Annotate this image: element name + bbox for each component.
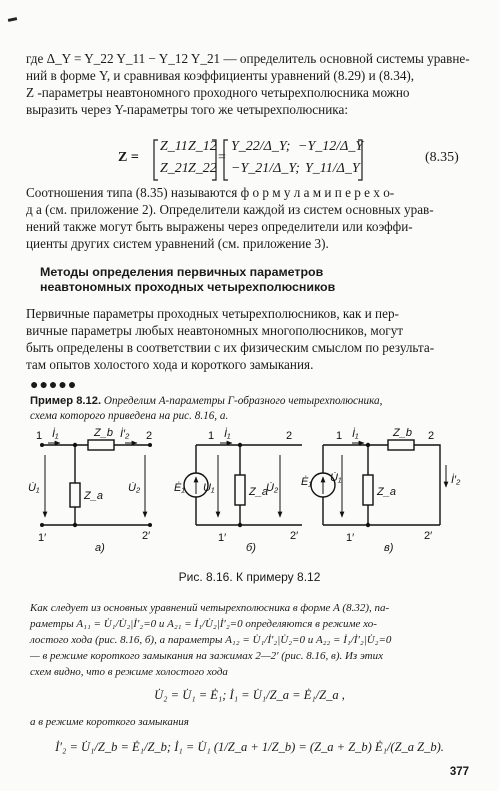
- example-header: [30, 394, 480, 424]
- page-number: 377: [449, 766, 469, 778]
- paragraph-intro: [26, 50, 474, 118]
- text-line: вичные параметры любых неавтономных многополюсников, могут: [26, 323, 404, 338]
- matrix-r12: −Y_12/Δ_Y: [298, 139, 364, 154]
- matrix-r21: −Y_21/Δ_Y;: [231, 161, 300, 176]
- node-1-a: 1: [36, 430, 43, 442]
- node-2-b: 2: [286, 430, 293, 442]
- example-solution-text: [30, 600, 480, 680]
- text-line: быть определены в соответствии с их физическим смыслом по результа-: [26, 340, 435, 355]
- text-line: лостого хода (рис. 8.16, б), а параметры A₁₂ = U̇₁/İ′₂|U̇₂=0 и A₂₂ = İ₁/İ′₂|U̇₂=0: [30, 634, 392, 646]
- impedance-zb-c: Z_b: [393, 427, 412, 439]
- voltage-u1-a: U̇₁: [28, 482, 40, 494]
- text-line: циенты других систем уравнений (см. приложение 3).: [26, 236, 329, 251]
- node-2p-a: 2′: [142, 530, 151, 542]
- matrix-z21: Z_21: [160, 161, 189, 176]
- text-line: Как следует из основных уравнений четырехполюсника в форме A (8.32), па-: [30, 602, 390, 614]
- voltage-u1-c: U̇₁: [330, 472, 342, 484]
- emf-e1-c: Ė₁: [301, 476, 312, 488]
- matrix-z22: Z_22: [188, 161, 217, 176]
- text-line: схем видно, что в режиме холостого хода: [30, 666, 228, 678]
- text-short-circuit: а в режиме короткого замыкания: [30, 716, 189, 728]
- text-line: раметры A₁₁ = U̇₁/U̇₂|İ′₂=0 и A₂₁ = İ₁/U̇₂|İ′₂=0 определяются в режиме хо-: [30, 618, 377, 630]
- equals-sign: =: [218, 150, 226, 165]
- node-1p-c: 1′: [346, 532, 355, 544]
- example-label: Пример 8.12.: [30, 395, 102, 407]
- paragraph-methods: [26, 305, 474, 373]
- equation-short-circuit: İ′₂ = U̇₁/Z_b = Ė₁/Z_b; İ₁ = U̇₁ (1/Z_a + 1/Z_b) = (Z_a + Z_b) Ė₁/(Z_a Z_b).: [55, 740, 444, 754]
- impedance-za-c: Z_a: [377, 486, 396, 498]
- equation-open-circuit: U̇₂ = U̇₁ = Ė₁; İ₁ = U̇₁/Z_a = Ė₁/Z_a ,: [154, 688, 345, 702]
- impedance-za-a: Z_a: [84, 490, 103, 502]
- paragraph-transition-formulas: [26, 184, 474, 252]
- example-text: Определим A-параметры Г-образного четырехполюсника,: [101, 395, 383, 407]
- current-i1-c: İ₁: [352, 428, 359, 440]
- voltage-u1-b: U̇₁: [203, 482, 215, 494]
- current-i2-c: İ′₂: [451, 474, 461, 486]
- text-line: — в режиме короткого замыкания на зажимах 2—2′ (рис. 8.16, в). Из этих: [30, 650, 384, 662]
- matrix-z12: Z_12: [188, 139, 217, 154]
- text-line: там опытов холостого хода и короткого замыкания.: [26, 357, 314, 372]
- subfig-label-a: а): [95, 542, 105, 554]
- node-2p-b: 2′: [290, 530, 299, 542]
- subfig-label-c: в): [384, 542, 394, 554]
- heading-line: Методы определения первичных параметров: [40, 265, 324, 279]
- text-line: Первичные параметры проходных четырехполюсников, как и пер-: [26, 306, 399, 321]
- text-line: выразить через Y-параметры того же четырехполюсника:: [26, 102, 348, 117]
- emf-e1-b: Ė₁: [174, 482, 185, 494]
- section-dots: ●●●●●: [30, 378, 78, 393]
- node-1-c: 1: [336, 430, 343, 442]
- node-1p-b: 1′: [218, 532, 227, 544]
- page-corner-mark: [8, 17, 17, 22]
- impedance-za-b: Z_a: [249, 486, 268, 498]
- impedance-zb-a: Z_b: [94, 427, 113, 439]
- matrix-r22: Y_11/Δ_Y: [305, 161, 360, 176]
- matrix-z11: Z_11: [160, 139, 188, 154]
- text-line: Z -параметры неавтономного проходного четырехполюсника можно: [26, 85, 410, 100]
- section-heading: [40, 265, 335, 295]
- heading-line: неавтономных проходных четырехполюсников: [40, 280, 336, 294]
- voltage-u2-b: U̇₂: [266, 482, 279, 494]
- node-2-a: 2: [146, 430, 153, 442]
- text-line: нений также могут быть выражены через определители или коэффи-: [26, 219, 413, 234]
- circuit-b: [184, 443, 302, 525]
- node-1-b: 1: [208, 430, 215, 442]
- formula-8-35: [0, 136, 499, 184]
- figure-8-16: [0, 425, 499, 565]
- node-2-c: 2: [428, 430, 435, 442]
- figure-caption: Рис. 8.16. К примеру 8.12: [178, 570, 321, 584]
- text-line: д а (см. приложение 2). Определители каждой из систем основных урав-: [26, 202, 434, 217]
- voltage-u2-a: U̇₂: [128, 482, 141, 494]
- text-line: где Δ_Y = Y_22 Y_11 − Y_12 Y_21 — определитель основной системы уравне-: [26, 51, 470, 66]
- example-text: схема которого приведена на рис. 8.16, а.: [30, 410, 229, 422]
- matrix-r11: Y_22/Δ_Y;: [231, 139, 291, 154]
- text-line: Соотношения типа (8.35) называются ф о р м у л а м и п е р е х о-: [26, 185, 395, 200]
- equation-number: (8.35): [425, 150, 459, 165]
- node-1p-a: 1′: [38, 532, 47, 544]
- current-i2-a: İ′₂: [120, 428, 130, 440]
- text-line: ний в форме Y, и сравнивая коэффициенты уравнений (8.29) и (8.34),: [26, 68, 415, 83]
- current-i1-a: İ₁: [52, 428, 59, 440]
- subfig-label-b: б): [246, 542, 256, 554]
- current-i1-b: İ₁: [224, 428, 231, 440]
- formula-lhs: Z =: [118, 150, 139, 165]
- node-2p-c: 2′: [424, 530, 433, 542]
